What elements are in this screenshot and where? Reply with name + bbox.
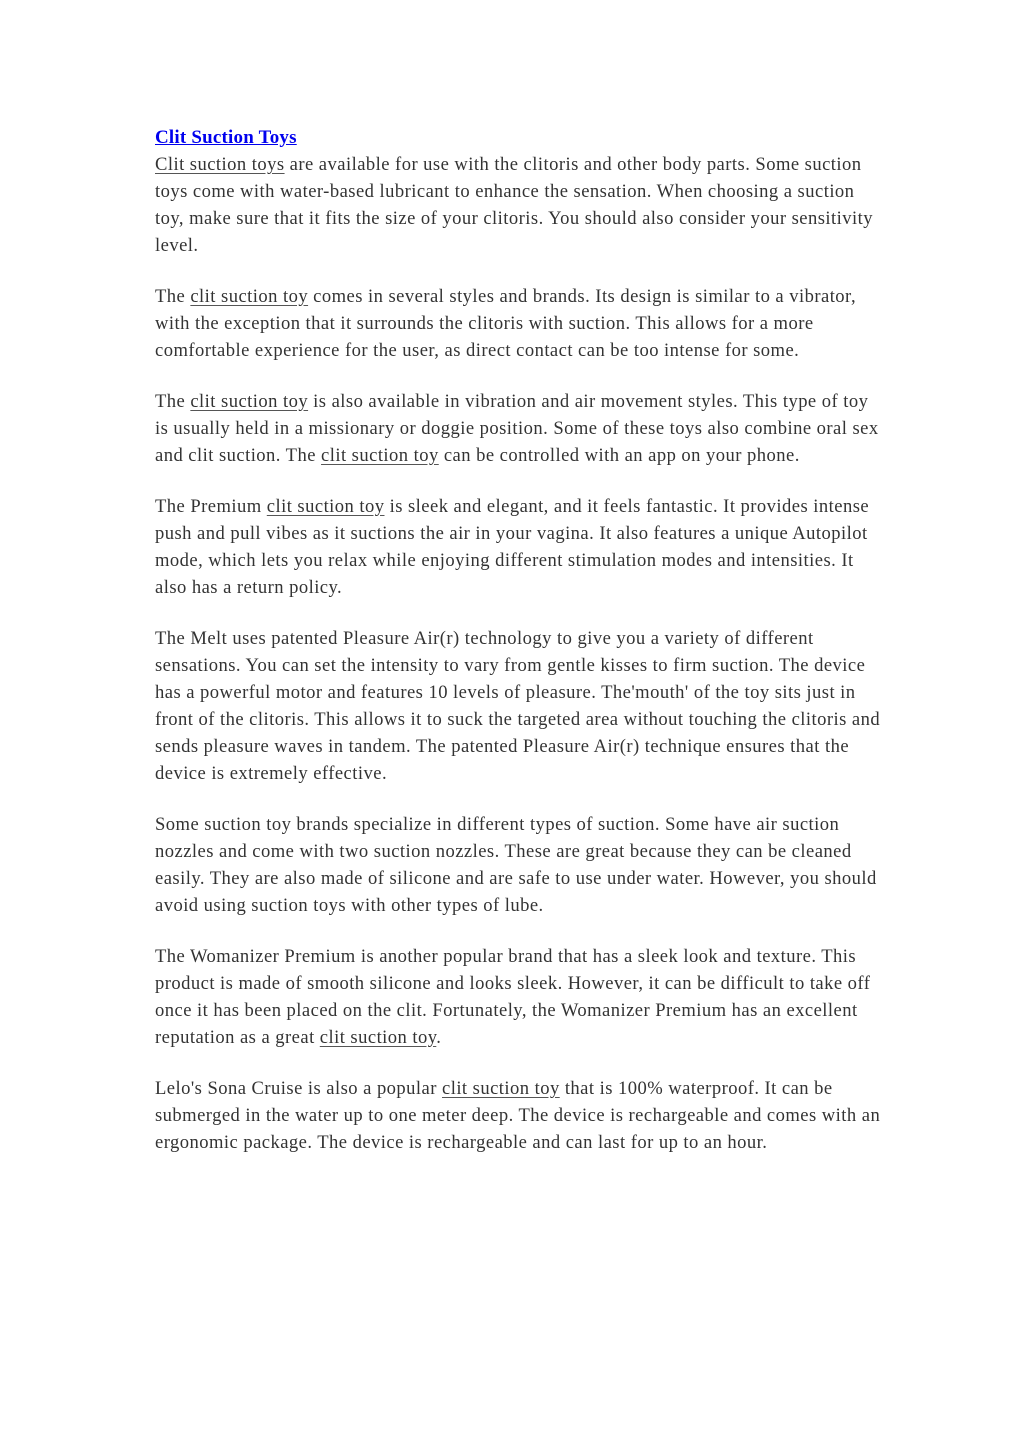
paragraph-text: comes in several styles and brands. Its design is similar to a vibrator, with the exception that it surrounds the clitoris with suction. This allows for a more comfortable experience for the user, as direct contact can be too intense for some. <box>155 286 857 361</box>
paragraph-text: is also available in vibration and air movement styles. This type of toy is usually held in a missionary or doggie position. Some of these toys also combine oral sex and clit suction. The <box>155 391 879 466</box>
paragraph-text: can be controlled with an app on your phone. <box>438 445 800 466</box>
paragraph-text: is sleek and elegant, and it feels fantastic. It provides intense push and pull vibes as it suctions the air in your vagina. It also features a unique Autopilot mode, which lets you relax while enjoying different stimulation modes and intensities. It also has a return policy. <box>155 496 870 598</box>
paragraph <box>155 625 885 787</box>
inline-link[interactable]: clit suction toy <box>190 391 309 412</box>
article-body <box>155 124 885 1180</box>
inline-link[interactable]: clit suction toy <box>266 496 385 517</box>
inline-link[interactable]: clit suction toy <box>321 445 439 466</box>
paragraph <box>155 283 885 364</box>
paragraph-list <box>155 151 885 1156</box>
inline-link[interactable]: clit suction toy <box>442 1078 560 1099</box>
paragraph-text: The Womanizer Premium is another popular brand that has a sleek look and texture. This product is made of smooth silicone and looks sleek. However, it can be difficult to take off once it has been placed on the clit. Fortunately, the Womanizer Premium has an excellent reputation as a great <box>155 946 871 1048</box>
paragraph <box>155 1075 885 1156</box>
paragraph <box>155 151 885 259</box>
paragraph-text: Some suction toy brands specialize in different types of suction. Some have air suction nozzles and come with two suction nozzles. These are great because they can be cleaned easily. They are also made of silicone and are safe to use under water. However, you should avoid using suction toys with other types of lube. <box>155 814 877 916</box>
paragraph-text: Lelo's Sona Cruise is also a popular <box>155 1078 442 1099</box>
inline-link[interactable]: Clit suction toys <box>155 154 285 175</box>
paragraph-text: that is 100% waterproof. It can be submerged in the water up to one meter deep. The device is rechargeable and comes with an ergonomic package. The device is rechargeable and can last for up to an hour. <box>155 1078 881 1153</box>
paragraph-text: . <box>436 1027 442 1048</box>
article-title-link[interactable]: Clit Suction Toys <box>155 127 297 148</box>
paragraph <box>155 811 885 919</box>
paragraph-text: The Premium <box>155 496 267 517</box>
paragraph-text: The <box>155 286 191 307</box>
paragraph <box>155 388 885 469</box>
paragraph <box>155 943 885 1051</box>
inline-link[interactable]: clit suction toy <box>319 1027 437 1048</box>
inline-link[interactable]: clit suction toy <box>190 286 309 307</box>
paragraph <box>155 493 885 601</box>
paragraph-text: The <box>155 391 191 412</box>
paragraph-text: The Melt uses patented Pleasure Air(r) technology to give you a variety of different sensations. You can set the intensity to vary from gentle kisses to firm suction. The device has a powerful motor and features 10 levels of pleasure. The'mouth' of the toy sits just in front of the clitoris. This allows it to suck the targeted area without touching the clitoris and sends pleasure waves in tandem. The patented Pleasure Air(r) technique ensures that the device is extremely effective. <box>155 628 881 784</box>
paragraph-text: are available for use with the clitoris and other body parts. Some suction toys come with water-based lubricant to enhance the sensation. When choosing a suction toy, make sure that it fits the size of your clitoris. You should also consider your sensitivity level. <box>155 154 874 256</box>
